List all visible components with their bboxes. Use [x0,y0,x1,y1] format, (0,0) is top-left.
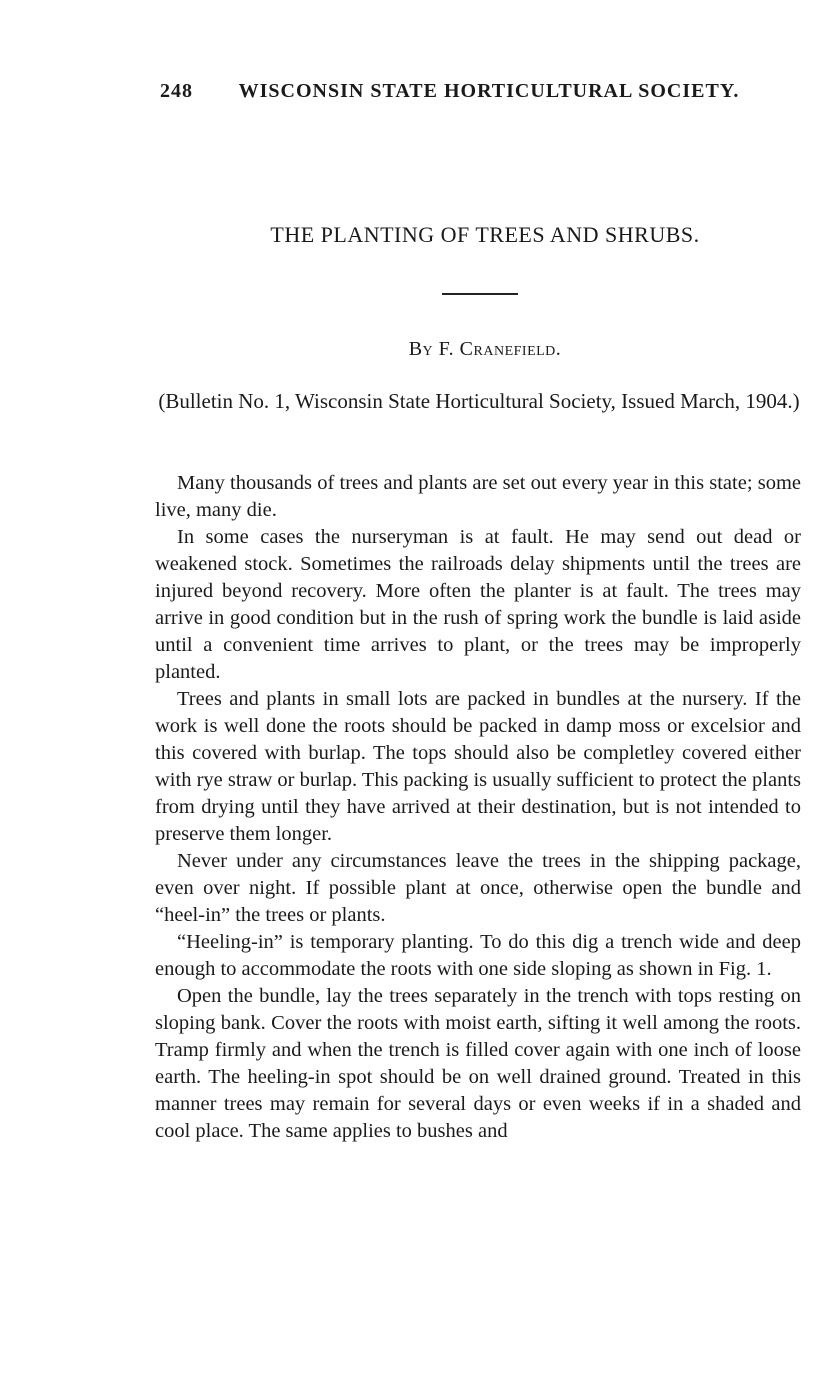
page-number: 248 [160,80,193,102]
title-divider [442,293,518,295]
bulletin-note: (Bulletin No. 1, Wisconsin State Horticultural Society, Issued March, 1904.) [158,389,800,413]
author-byline: By F. Cranefield. [408,338,562,360]
paragraph: “Heeling-in” is temporary planting. To do this dig a trench wide and deep enough to accommodate the roots with one side sloping as shown in Fig. 1. [155,931,801,980]
article-title: THE PLANTING OF TREES AND SHRUBS. [270,222,700,247]
paragraph: Open the bundle, lay the trees separately in the trench with tops resting on sloping bank. Cover the roots with moist earth, sifting it well among the roots. Tramp firmly and when the trench is filled cover again with one inch of loose earth. The heeling-in spot should be on well drained ground. Treated in this manner trees may remain for several days or even weeks if in a shaded and cool place. The same applies to bushes and [155,985,801,1142]
paragraph: In some cases the nurseryman is at fault. He may send out dead or weakened stock. Sometimes the railroads delay shipments until the trees are injured beyond recovery. More often the planter is at fault. The trees may arrive in good condition but in the rush of spring work the bundle is laid aside until a convenient time arrives to plant, or the trees may be improperly planted. [155,526,801,683]
paragraph: Never under any circumstances leave the trees in the shipping package, even over night. If possible plant at once, otherwise open the bundle and “heel-in” the trees or plants. [155,850,801,926]
article-body [155,470,801,1145]
running-header [160,80,800,103]
running-title: WISCONSIN STATE HORTICULTURAL SOCIETY. [238,80,740,102]
paragraph: Many thousands of trees and plants are set out every year in this state; some live, many die. [155,472,801,521]
paragraph: Trees and plants in small lots are packed in bundles at the nursery. If the work is well done the roots should be packed in damp moss or excelsior and this covered with burlap. The tops should also be completley covered either with rye straw or burlap. This packing is usually sufficient to protect the plants from drying until they have arrived at their destination, but is not intended to preserve them longer. [155,688,802,845]
